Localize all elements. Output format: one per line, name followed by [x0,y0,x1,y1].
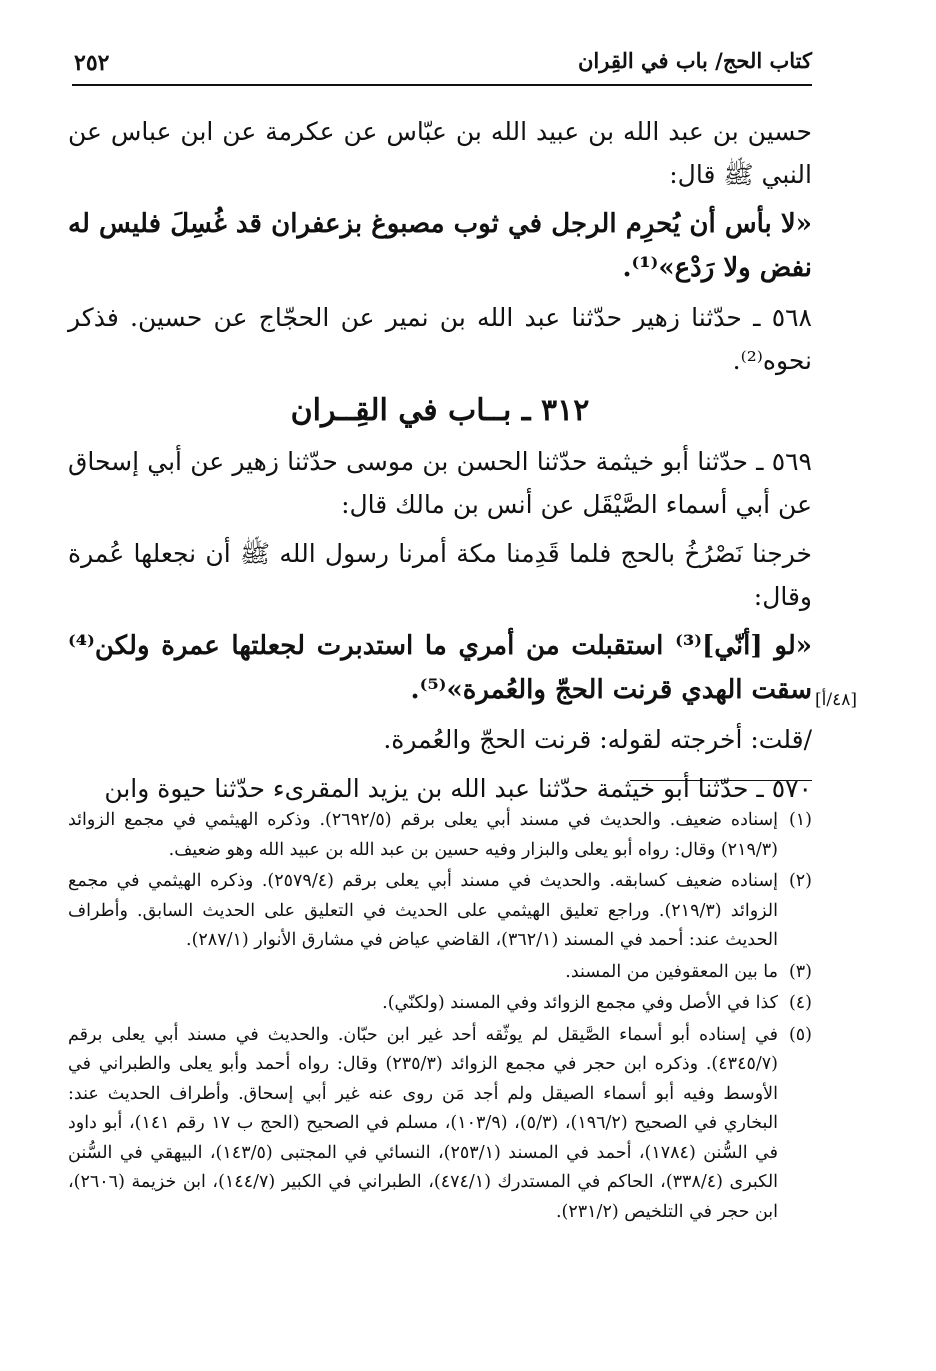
paragraph-comment: /قلت: أخرجته لقوله: قرنت الحجّ والعُمرة. [383,725,812,754]
footnote-number: (١) [788,810,812,830]
margin-folio-note: [٤٨/أ] [815,690,857,710]
paragraph-569: ٥٦٩ ـ حدّثنا أبو خيثمة حدّثنا الحسن بن موسى حدّثنا زهير عن أبي إسحاق عن أبي أسماء الصَّيْقَل عن أنس بن مالك قال: [68,447,812,519]
footnote-separator [630,780,812,781]
footnote [68,1021,812,1228]
page-number: ٢٥٢ [74,50,110,76]
footnote-number: (٢) [788,871,812,891]
footnote-number: (٣) [788,961,812,982]
footnote-text: إسناده ضعيف كسابقه. والحديث في مسند أبي يعلى برقم (٢٥٧٩/٤). وذكره الهيثمي في مجمع الزوائد (٢١٩/٣). وراجع تعليق الهيثمي على الحديث في التعليق على الحديث السابق. وأطراف الحديث عند: أحمد في المسند (٣٦٢/١)، القاضي عياض في مشارق الأنوار (٢٨٧/١). [68,871,778,950]
footnote-number: (٤) [788,993,812,1013]
footnote [68,806,812,865]
footnote-text: كذا في الأصل وفي مجمع الزوائد وفي المسند (ولكنّي). [382,993,778,1013]
hadith-quote-2: «لو [أنّي]⁽³⁾ استقبلت من أمري ما استدبرت لجعلتها عمرة ولكن⁽⁴⁾ سقت الهدي قرنت الحجّ والعُمرة»⁽⁵⁾. [68,631,812,705]
footnote-number: (٥) [788,1024,812,1045]
footnote [68,867,812,956]
running-head: كتاب الحج/ باب في القِران [577,48,812,73]
footnote-text: ما بين المعقوفين من المسند. [565,961,778,982]
page-header [72,40,812,86]
paragraph-1: حسين بن عبد الله بن عبيد الله بن عبّاس عن عكرمة عن ابن عباس عن النبي ﷺ قال: [68,117,812,189]
footnote [68,958,812,988]
paragraph-570: ٥٧٠ ـ حدّثنا أبو خيثمة حدّثنا عبد الله بن يزيد المقرىء حدّثنا حيوة وابن [104,774,812,803]
paragraph-narration: خرجنا نَصْرُخُ بالحج فلما قَدِمنا مكة أمرنا رسول الله ﷺ أن نجعلها عُمرة وقال: [68,539,812,611]
footnote [68,989,812,1019]
paragraph-568: ٥٦٨ ـ حدّثنا زهير حدّثنا عبد الله بن نمير عن الحجّاج عن حسين. فذكر نحوه⁽²⁾. [68,303,812,375]
footnote-text: في إسناده أبو أسماء الصَّيقل لم يوثّقه أحد غير ابن حبّان. والحديث في مسند أبي يعلى برقم (٤٣٤٥/٧). وذكره ابن حجر في مجمع الزوائد (٢٣٥/٣) وقال: رواه أحمد وأبو يعلى والطبراني في الأوسط وفيه أبو أسماء الصيقل ولم أجد مَن روى عنه غير أبي إسحاق. وأطراف الحديث عند: البخاري في الصحيح (١٩٦/٢)، (٥/٣)، (١٠٣/٩)، مسلم في الصحيح (الحج ب ١٧ رقم ١٤١)، أبو داود في السُّنن (١٧٨٤)، أحمد في المسند (٢٥٣/١)، النسائي في المجتبى (١٤٣/٥)، البيهقي في السُّنن الكبرى (٣٣٨/٤)، الحاكم في المستدرك (٤٧٤/١)، الطبراني في الكبير (١٤٤/٧)، ابن خزيمة (٢٦٠٦)، ابن حجر في التلخيص (٢٣١/٢). [68,1024,779,1222]
footnotes [68,806,812,1229]
main-text [68,110,812,816]
hadith-quote-1: «لا بأس أن يُحرِم الرجل في ثوب مصبوغ بزعفران قد غُسِلَ فليس له نفض ولا رَدْع»⁽¹⁾. [68,209,812,283]
chapter-heading: ٣١٢ ـ بــاب في القِــران [290,393,590,428]
footnote-text: إسناده ضعيف. والحديث في مسند أبي يعلى برقم (٢٦٩٢/٥). وذكره الهيثمي في مجمع الزوائد (٢١٩/٣) وقال: رواه أبو يعلى والبزار وفيه حسين بن عبد الله بن عبيد الله وهو ضعيف. [68,810,778,860]
